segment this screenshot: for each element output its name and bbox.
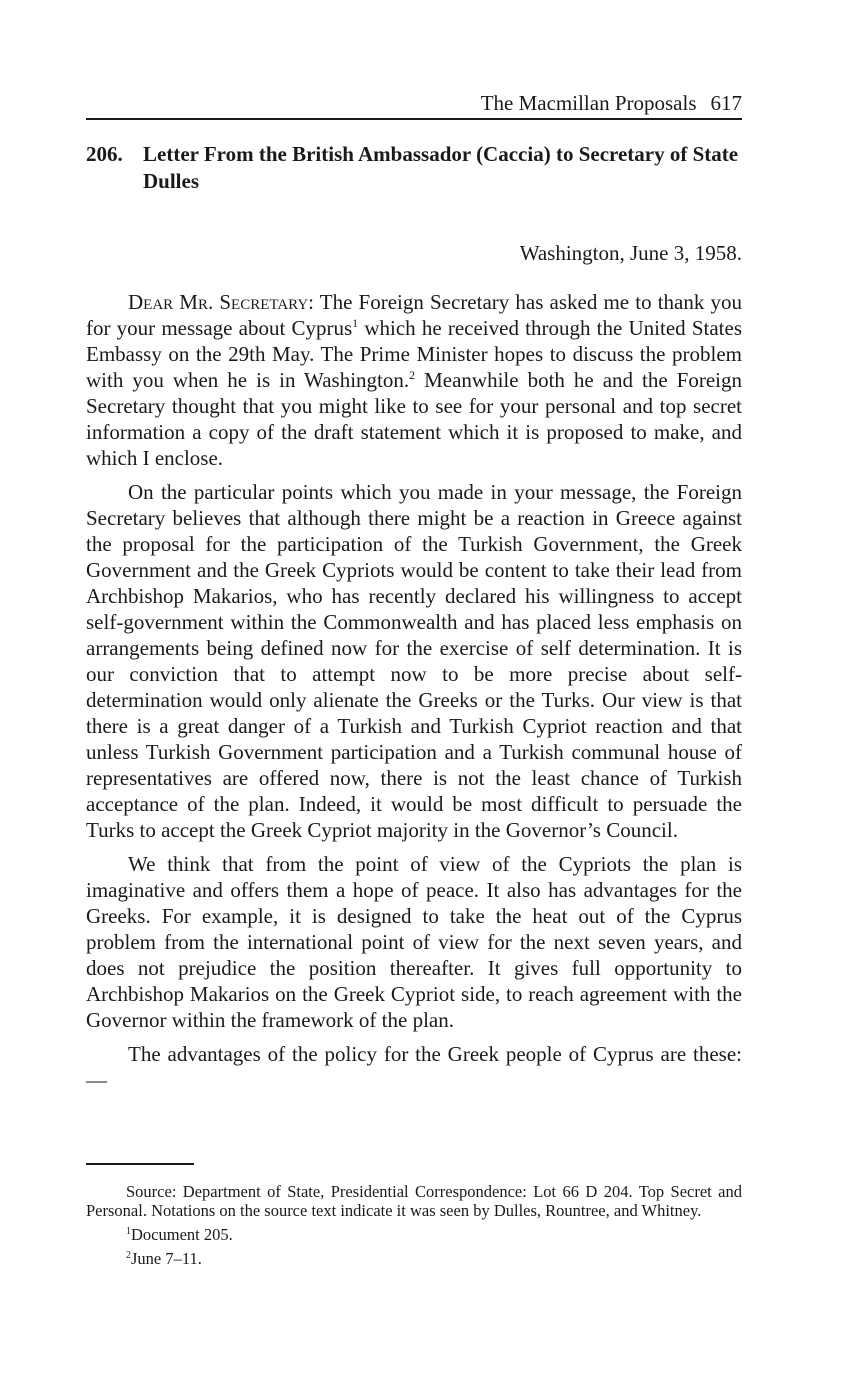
paragraph-1-text-a: The Foreign Secretary has asked me to thank you for your message about Cyprus bbox=[86, 290, 742, 340]
document-number: 206. bbox=[86, 142, 123, 166]
footnote-ref-1: 1 bbox=[352, 316, 359, 330]
document-heading bbox=[86, 141, 742, 195]
source-note: Source: Department of State, Presidential Correspondence: Lot 66 D 204. Top Secret and Personal. Notations on the source text indicate it was seen by Dulles, Rountree, and Whitney. bbox=[86, 1182, 742, 1220]
paragraph-1-text-b: which he received through the United States Embassy on the 29th May. The Prime Minister hopes to discuss the problem with you when he is in Washington. bbox=[86, 316, 742, 392]
salutation: Dear Mr. Secretary: bbox=[128, 290, 315, 314]
running-head bbox=[86, 88, 742, 120]
footnote-1-marker: 1 bbox=[126, 1226, 131, 1237]
footnote-2-text: June 7–11. bbox=[131, 1249, 202, 1268]
paragraph-1-text-c: Meanwhile both he and the Foreign Secretary thought that you might like to see for your personal and top secret information a copy of the draft statement which it is proposed to make, and which I enclose. bbox=[86, 368, 742, 470]
footnotes bbox=[86, 1182, 742, 1273]
letter-body bbox=[86, 289, 742, 1101]
dateline: Washington, June 3, 1958. bbox=[519, 241, 742, 265]
document-page bbox=[86, 0, 742, 1379]
footnote-1-text: Document 205. bbox=[131, 1225, 233, 1244]
footnote-2-marker: 2 bbox=[126, 1250, 131, 1261]
running-head-title: The Macmillan Proposals bbox=[480, 91, 697, 115]
footnote-divider bbox=[86, 1163, 194, 1165]
page-number: 617 bbox=[710, 91, 742, 115]
paragraph-3: We think that from the point of view of the Cypriots the plan is imaginative and offers them a hope of peace. It also has advantages for the Greeks. For example, it is designed to take the heat out of the Cyprus problem from the international point of view for the next seven years, and does not prejudice the position thereafter. It gives full opportunity to Archbishop Makarios on the Greek Cypriot side, to reach agreement with the Governor within the framework of the plan. bbox=[86, 852, 742, 1032]
paragraph-1 bbox=[86, 289, 742, 471]
footnote-1 bbox=[86, 1225, 742, 1244]
paragraph-4: The advantages of the policy for the Greek people of Cyprus are these:— bbox=[86, 1042, 742, 1092]
footnote-ref-2: 2 bbox=[409, 368, 416, 382]
footnote-2 bbox=[86, 1249, 742, 1268]
paragraph-2: On the particular points which you made in your message, the Foreign Secretary believes that although there might be a reaction in Greece against the proposal for the participation of the Turkish Government, the Greek Government and the Greek Cypriots would be content to take their lead from Archbishop Makarios, who has recently declared his willingness to accept self-government within the Commonwealth and has placed less emphasis on arrangements being defined now for the exercise of self determination. It is our conviction that to attempt now to be more precise about self-determination would only alienate the Greeks or the Turks. Our view is that there is a great danger of a Turkish and Turkish Cypriot reaction and that unless Turkish Government participation and a Turkish communal house of representatives are offered now, there is not the least chance of Turkish acceptance of the plan. Indeed, it would be most difficult to persuade the Turks to accept the Greek Cypriot majority in the Governor’s Council. bbox=[86, 480, 742, 842]
document-title: Letter From the British Ambassador (Caccia) to Secretary of State Dulles bbox=[143, 142, 739, 193]
